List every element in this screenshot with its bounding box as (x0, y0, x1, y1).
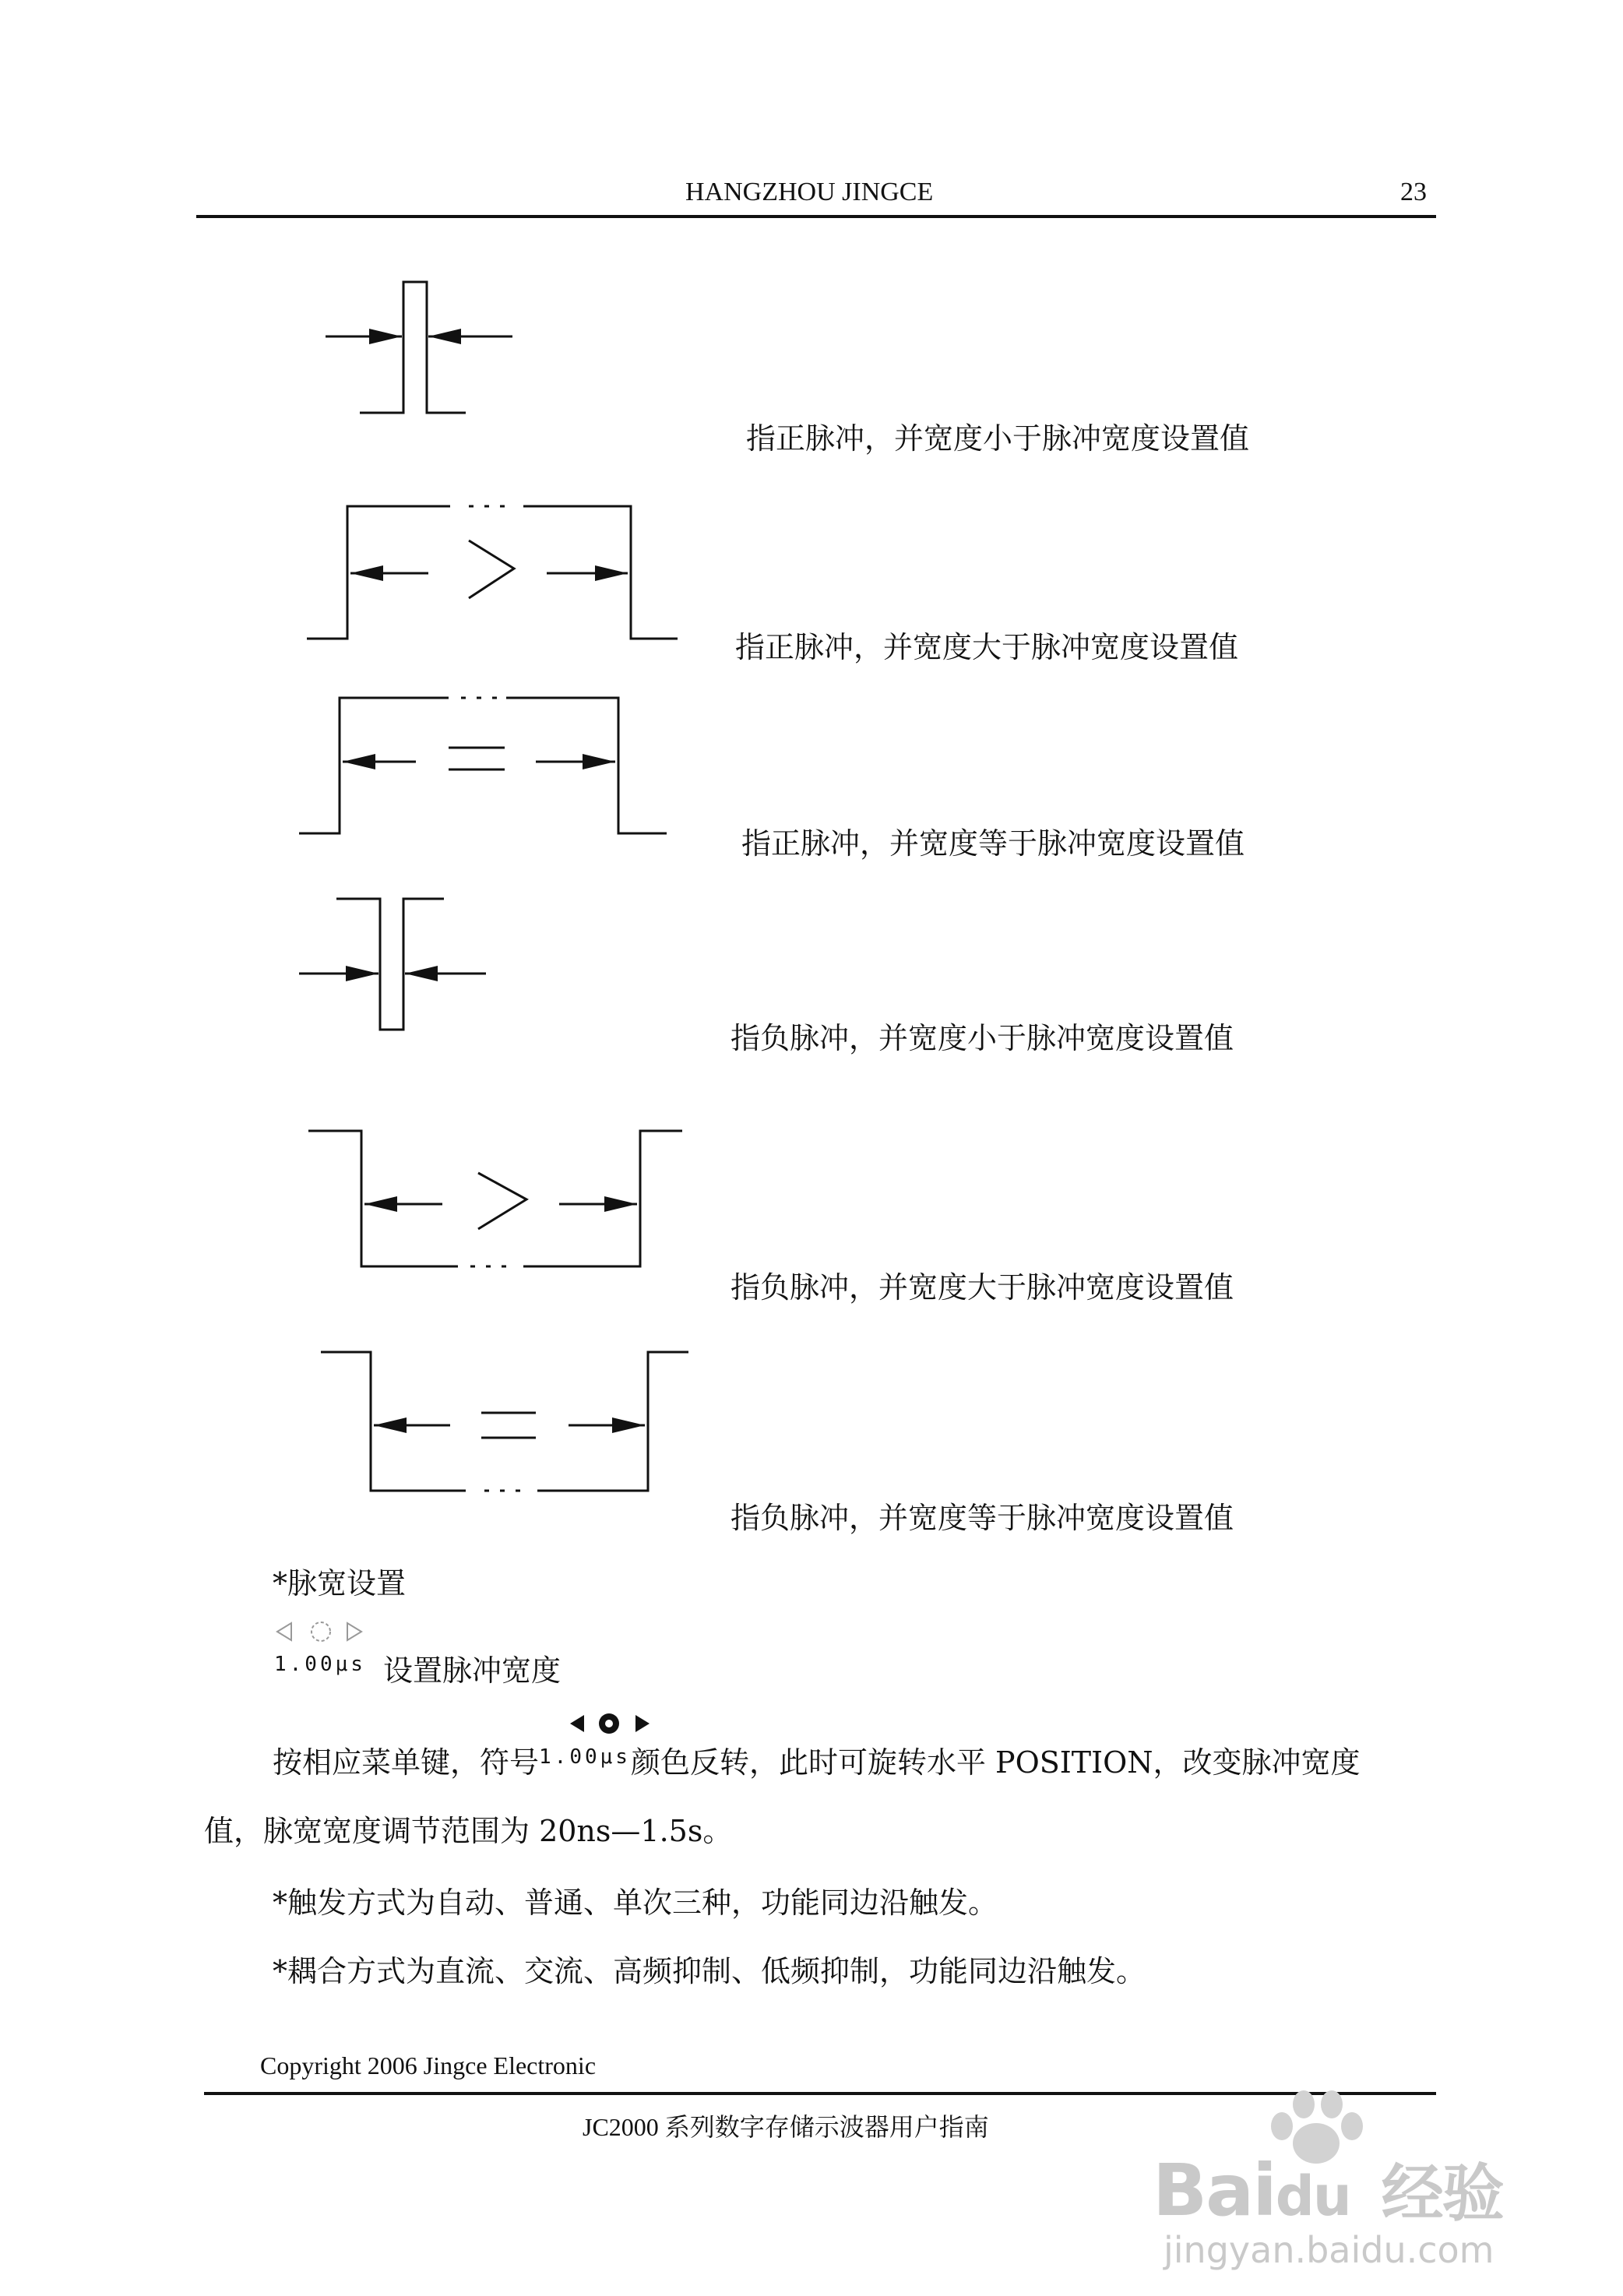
diagram-positive-equal (296, 685, 685, 841)
caption-1: 指正脉冲，并宽度小于脉冲宽度设置值 (746, 421, 1250, 456)
caption-2: 指正脉冲，并宽度大于脉冲宽度设置值 (735, 630, 1239, 664)
caption-6: 指负脉冲，并宽度等于脉冲宽度设置值 (731, 1501, 1234, 1535)
pulse-width-value: 1.00μs (274, 1653, 366, 1676)
diagram-positive-narrow (312, 273, 530, 421)
header-title: HANGZHOU JINGCE (685, 178, 934, 206)
paragraph-1-end: 颜色反转，此时可旋转水平 POSITION，改变脉冲宽度 (630, 1745, 1361, 1780)
diagram-negative-equal (318, 1343, 707, 1498)
paragraph-1-start: 按相应菜单键，符号 (273, 1745, 540, 1780)
bullet-coupling-mode: *耦合方式为直流、交流、高频抑制、低频抑制，功能同边沿触发。 (273, 1954, 1146, 1988)
bullet-trigger-mode: *触发方式为自动、普通、单次三种，功能同边沿触发。 (273, 1886, 998, 1920)
watermark-brand-latin: Bai (1153, 2149, 1276, 2232)
diagram-positive-wide (304, 491, 693, 646)
header-rule (196, 215, 1436, 218)
diagram-negative-narrow (296, 888, 514, 1036)
paragraph-line-2: 值，脉宽宽度调节范围为 20ns—1.5s。 (204, 1814, 733, 1848)
knob-icon-active (567, 1710, 653, 1737)
caption-4: 指负脉冲，并宽度小于脉冲宽度设置值 (731, 1021, 1234, 1055)
watermark (1145, 2087, 1581, 2274)
diagram-negative-wide (305, 1122, 695, 1277)
footer-copyright: Copyright 2006 Jingce Electronic (260, 2051, 597, 2079)
pulse-width-label: 设置脉冲宽度 (383, 1653, 562, 1688)
watermark-url: jingyan.baidu.com (1164, 2229, 1494, 2271)
watermark-brand-cn: 经验 (1381, 2157, 1503, 2230)
section-heading: *脉宽设置 (273, 1566, 407, 1601)
knob-icon-grey (274, 1618, 368, 1645)
caption-3: 指正脉冲，并宽度等于脉冲宽度设置值 (741, 826, 1245, 861)
inline-value-symbol: 1.00μs (539, 1745, 631, 1769)
footer-guide-title: JC2000 系列数字存储示波器用户指南 (583, 2113, 989, 2141)
caption-5: 指负脉冲，并宽度大于脉冲宽度设置值 (731, 1270, 1234, 1305)
page-number: 23 (1400, 178, 1427, 206)
paragraph-line-1 (273, 1738, 1361, 1781)
watermark-brand (1153, 2143, 1503, 2233)
watermark-brand-du: du (1275, 2164, 1350, 2228)
